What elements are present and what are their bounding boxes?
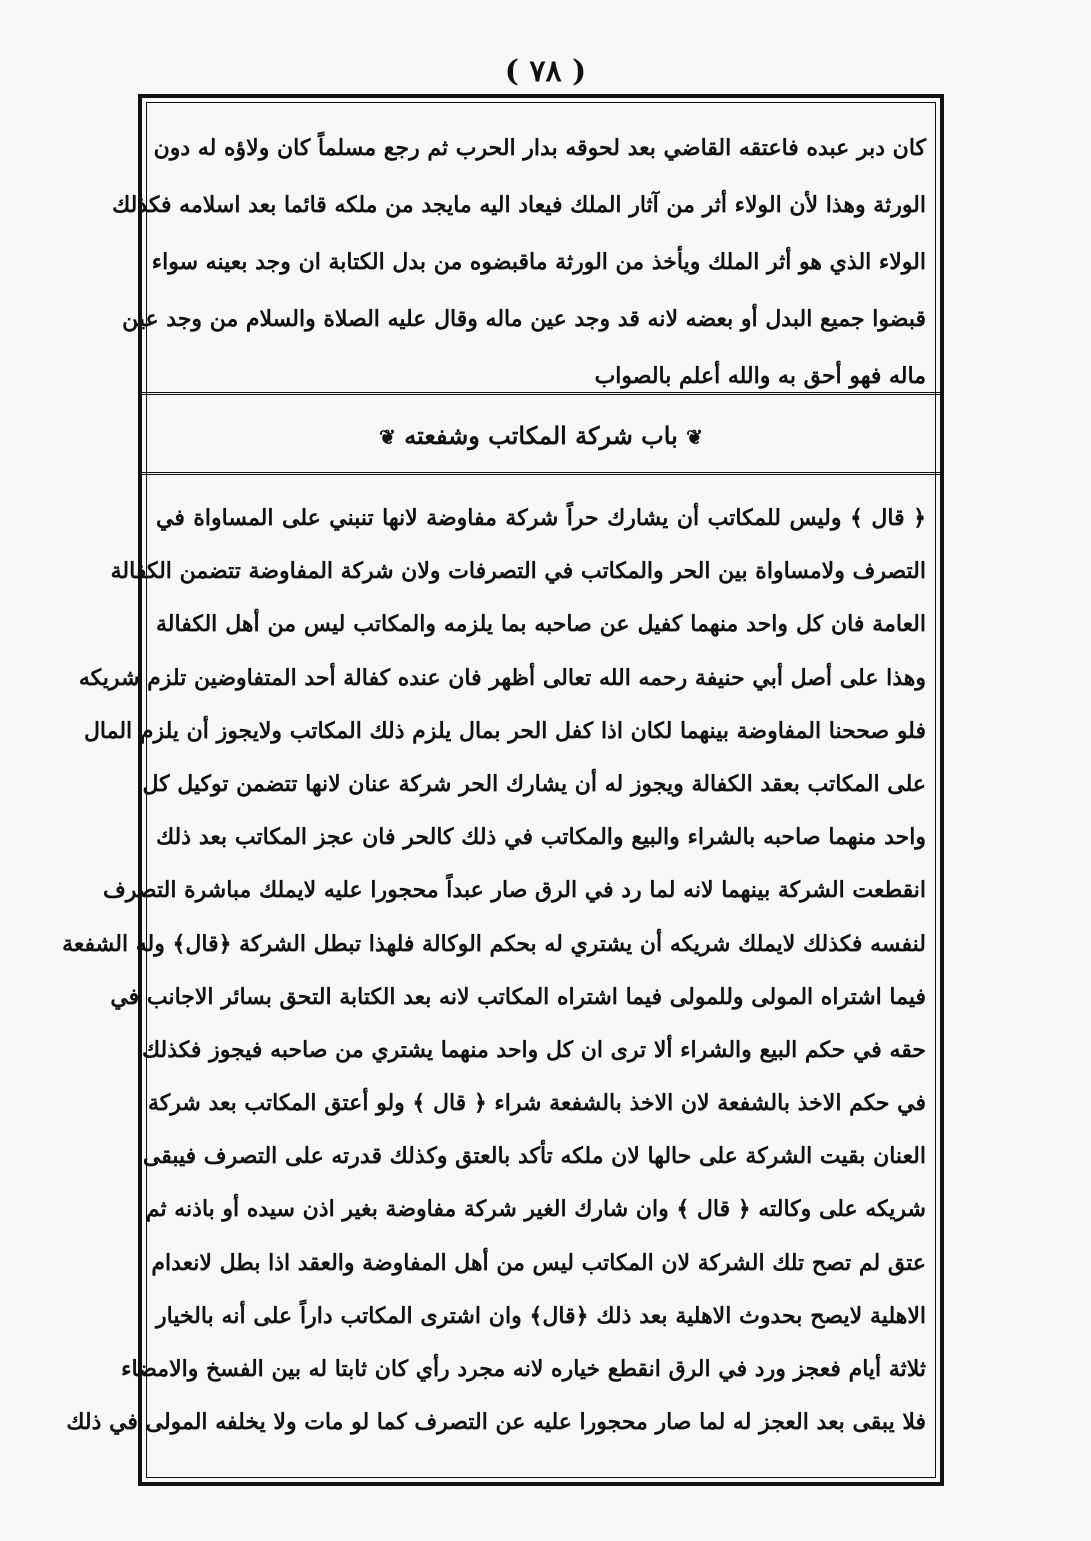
text-line: عتق لم تصح تلك الشركة لان المكاتب ليس من أهل المفاوضة والعقد اذا بطل لانعدام	[151, 1249, 926, 1276]
text-line: شريكه على وكالته ﴿ قال ﴾ وان شارك الغير شركة مفاوضة بغير اذن سيده أو باذنه ثم	[145, 1196, 926, 1223]
section-title: باب شركة المكاتب وشفعته	[404, 421, 678, 450]
text-line: العامة فان كل واحد منهما كفيل عن صاحبه بما يلزمه والمكاتب ليس من أهل الكفالة	[156, 611, 926, 638]
text-line: كان دبر عبده فاعتقه القاضي بعد لحوقه بدار الحرب ثم رجع مسلماً كان ولاؤه له دون	[153, 135, 926, 161]
text-line: حقه في حكم البيع والشراء ألا ترى ان كل واحد منهما يشتري من صاحبه فيجوز فكذلك	[141, 1036, 926, 1063]
section-heading	[142, 400, 940, 472]
text-line: الورثة وهذا لأن الولاء أثر من آثار الملك فيعاد اليه مايجد من ملكه قائما بعد اسلامه فكذلك	[112, 192, 926, 218]
text-line: العنان بقيت الشركة على حالها لان ملكه تأكد بالعتق وكذلك قدرته على التصرف فيبقى	[142, 1143, 926, 1170]
text-line: فلا يبقى بعد العجز له لما صار محجورا عليه عن التصرف كما لو مات ولا يخلفه المولى في ذلك	[66, 1409, 926, 1436]
page-number: ( ٧٨ )	[504, 54, 587, 89]
text-line: ﴿ قال ﴾ وليس للمكاتب أن يشارك حراً شركة مفاوضة لانها تنبني على المساواة في	[156, 505, 926, 531]
text-line: فيما اشتراه المولى وللمولى فيما اشتراه المكاتب لانه بعد الكتابة التحق بسائر الاجانب في	[110, 983, 926, 1010]
main-paragraph	[62, 492, 926, 1449]
top-paragraph	[112, 120, 926, 405]
text-line: انقطعت الشركة بينهما لانه لما رد في الرق صار عبداً محجورا عليه لايملك مباشرة التصرف	[102, 877, 926, 904]
text-line: واحد منهما صاحبه بالشراء والبيع والمكاتب في ذلك كالحر فان عجز المكاتب بعد ذلك	[156, 824, 926, 851]
text-line: قبضوا جميع البدل أو بعضه لانه قد وجد عين ماله وقال عليه الصلاة والسلام من وجد عين	[122, 306, 926, 332]
text-line: على المكاتب بعقد الكفالة ويجوز له أن يشارك الحر شركة عنان لانها تتضمن توكيل كل	[142, 770, 926, 797]
page-frame	[62, 94, 944, 1486]
text-line: في حكم الاخذ بالشفعة لان الاخذ بالشفعة شراء ﴿ قال ﴾ ولو أعتق المكاتب بعد شركة	[147, 1090, 926, 1117]
text-line: لنفسه فكذلك لايملك شريكه أن يشتري له بحكم الوكالة فلهذا تبطل الشركة ﴿قال﴾ وله الشفعة	[62, 930, 926, 957]
text-line: ثلاثة أيام فعجز ورد في الرق انقطع خياره لانه مجرد رأي كان ثابتا له بين الفسخ والامضاء	[121, 1356, 926, 1382]
text-line: فلو صححنا المفاوضة بينهما لكان اذا كفل الحر بمال يلزم ذلك المكاتب ولايجوز أن يلزم المال	[83, 717, 926, 744]
ornament-icon: ❦	[379, 425, 396, 449]
text-line: وهذا على أصل أبي حنيفة رحمه الله تعالى أظهر فان عنده كفالة أحد المتفاوضين تلزم شريكه	[78, 664, 926, 691]
section-divider-top	[142, 392, 940, 399]
text-line: الاهلية لايصح بحدوث الاهلية بعد ذلك ﴿قال﴾ وان اشترى المكاتب داراً على أنه بالخيار	[156, 1302, 926, 1329]
text-line: التصرف ولامساواة بين الحر والمكاتب في التصرفات ولان شركة المفاوضة تتضمن الكفالة	[110, 558, 926, 585]
text-line: الولاء الذي هو أثر الملك ويأخذ من الورثة ماقبضوه من بدل الكتابة ان وجد بعينه سواء	[151, 249, 926, 275]
text-line: ماله فهو أحق به والله أعلم بالصواب	[594, 363, 926, 389]
ornament-icon: ❦	[686, 425, 703, 449]
section-divider-bottom	[142, 472, 940, 479]
